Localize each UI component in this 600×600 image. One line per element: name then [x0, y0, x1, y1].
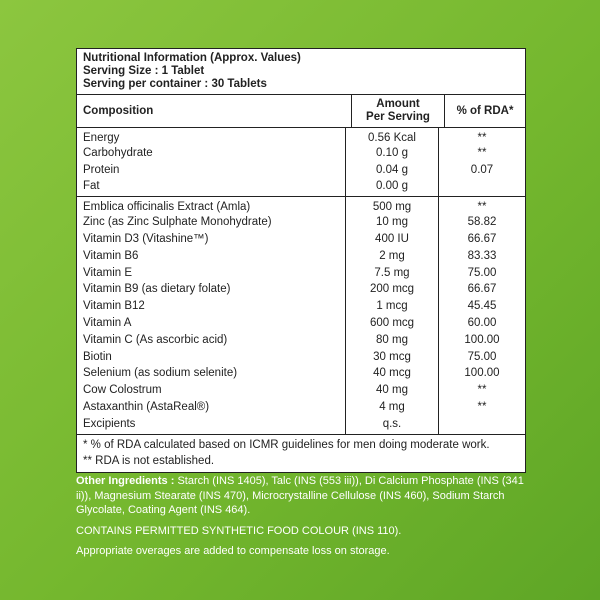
nutrient-name: Vitamin E: [83, 266, 133, 279]
rda-value: **: [438, 145, 525, 162]
label-text: [76, 474, 528, 565]
nutrient-name: Cow Colostrum: [83, 384, 162, 397]
table-row: [77, 178, 525, 196]
amount-value: 7.5 mg: [345, 265, 438, 282]
amount-value: 0.56 Kcal: [345, 128, 438, 145]
rda-value: 60.00: [438, 315, 525, 332]
nutrient-name: Biotin: [83, 350, 112, 363]
amount-value: 500 mg: [345, 197, 438, 214]
rda-value: [438, 416, 525, 434]
rda-value: [438, 178, 525, 196]
table-row: [77, 281, 525, 298]
amount-value: 200 mcg: [345, 281, 438, 298]
composition-header: Composition: [83, 105, 154, 117]
rda-value: 66.67: [438, 281, 525, 298]
amount-value: 10 mg: [345, 214, 438, 231]
rda-value: **: [438, 128, 525, 145]
nutrient-name: Vitamin D3 (Vitashine™): [83, 232, 209, 245]
table-row: [77, 382, 525, 399]
rda-not-established-footnote: ** RDA is not established.: [83, 454, 215, 467]
rda-value: **: [438, 382, 525, 399]
amount-value: 30 mcg: [345, 349, 438, 366]
rda-value: 83.33: [438, 248, 525, 265]
amount-value: 1 mcg: [345, 298, 438, 315]
amount-value: 40 mcg: [345, 365, 438, 382]
table-row: [77, 248, 525, 265]
amount-value: 0.04 g: [345, 162, 438, 179]
nutrition-table: [76, 48, 526, 473]
overages-statement: Appropriate overages are added to compensate loss on storage.: [76, 545, 390, 557]
table-row: [77, 416, 525, 434]
table-row: [77, 332, 525, 349]
table-header: [77, 49, 525, 95]
amount-value: 80 mg: [345, 332, 438, 349]
rda-value: **: [438, 399, 525, 416]
table-row: [77, 399, 525, 416]
macronutrient-group: [77, 128, 525, 197]
rda-footnote: * % of RDA calculated based on ICMR guidelines for men doing moderate work.: [83, 438, 490, 451]
nutrient-name: Selenium (as sodium selenite): [83, 367, 238, 380]
amount-value: 40 mg: [345, 382, 438, 399]
other-ingredients-label: Other Ingredients :: [76, 475, 175, 487]
nutrient-name: Astaxanthin (AstaReal®): [83, 400, 210, 413]
table-row: [77, 197, 525, 214]
amount-value: 400 IU: [345, 231, 438, 248]
nutrient-name: Fat: [83, 180, 100, 193]
rda-value: 100.00: [438, 332, 525, 349]
ingredient-group: [77, 197, 525, 434]
rda-value: 100.00: [438, 365, 525, 382]
table-row: [77, 365, 525, 382]
nutrient-name: Carbohydrate: [83, 146, 153, 159]
nutrient-name: Vitamin B6: [83, 249, 139, 262]
other-ingredients-text: Starch (INS 1405), Talc (INS (553 iii)), Di Calcium Phosphate (INS (341 ii)), Magnesium Stearate (INS 470), Microcrystalline Cellulose (INS 460), Sodium Starch Glycolate, Coating Agent (INS 464).: [76, 475, 524, 516]
serving-size: Serving Size : 1 Tablet: [83, 65, 205, 77]
nutrient-name: Vitamin C (As ascorbic acid): [83, 333, 228, 346]
nutrient-name: Protein: [83, 163, 120, 176]
table-row: [77, 128, 525, 145]
nutrient-name: Zinc (as Zinc Sulphate Monohydrate): [83, 216, 272, 229]
nutrient-name: Vitamin B12: [83, 300, 145, 313]
serving-per-container: Serving per container : 30 Tablets: [83, 78, 267, 90]
amount-value: 4 mg: [345, 399, 438, 416]
column-headers: [77, 95, 525, 128]
table-row: [77, 349, 525, 366]
other-ingredients: [76, 474, 528, 518]
nutrient-name: Energy: [83, 132, 120, 144]
nutrient-name: Emblica officinalis Extract (Amla): [83, 201, 251, 214]
table-row: [77, 162, 525, 179]
rda-value: 75.00: [438, 349, 525, 366]
rda-value: 75.00: [438, 265, 525, 282]
table-row: [77, 231, 525, 248]
rda-value: 0.07: [438, 162, 525, 179]
nutrient-name: Excipients: [83, 417, 136, 430]
amount-value: 600 mcg: [345, 315, 438, 332]
amount-value: q.s.: [345, 416, 438, 434]
amount-value: 0.00 g: [345, 178, 438, 196]
footnotes: [77, 435, 525, 472]
rda-value: **: [438, 197, 525, 214]
amount-header-line2: Per Serving: [366, 111, 430, 123]
table-row: [77, 145, 525, 162]
table-row: [77, 214, 525, 231]
amount-header-line1: Amount: [376, 98, 420, 110]
rda-value: 58.82: [438, 214, 525, 231]
nutrient-name: Vitamin B9 (as dietary folate): [83, 283, 231, 296]
nutrient-name: Vitamin A: [83, 316, 132, 329]
colour-statement: CONTAINS PERMITTED SYNTHETIC FOOD COLOUR (INS 110).: [76, 524, 402, 537]
table-row: [77, 298, 525, 315]
amount-value: 0.10 g: [345, 145, 438, 162]
rda-header: % of RDA*: [444, 95, 525, 127]
amount-header: [351, 95, 444, 127]
table-row: [77, 265, 525, 282]
table-title: Nutritional Information (Approx. Values): [83, 52, 301, 64]
table-row: [77, 315, 525, 332]
amount-value: 2 mg: [345, 248, 438, 265]
rda-value: 66.67: [438, 231, 525, 248]
rda-value: 45.45: [438, 298, 525, 315]
